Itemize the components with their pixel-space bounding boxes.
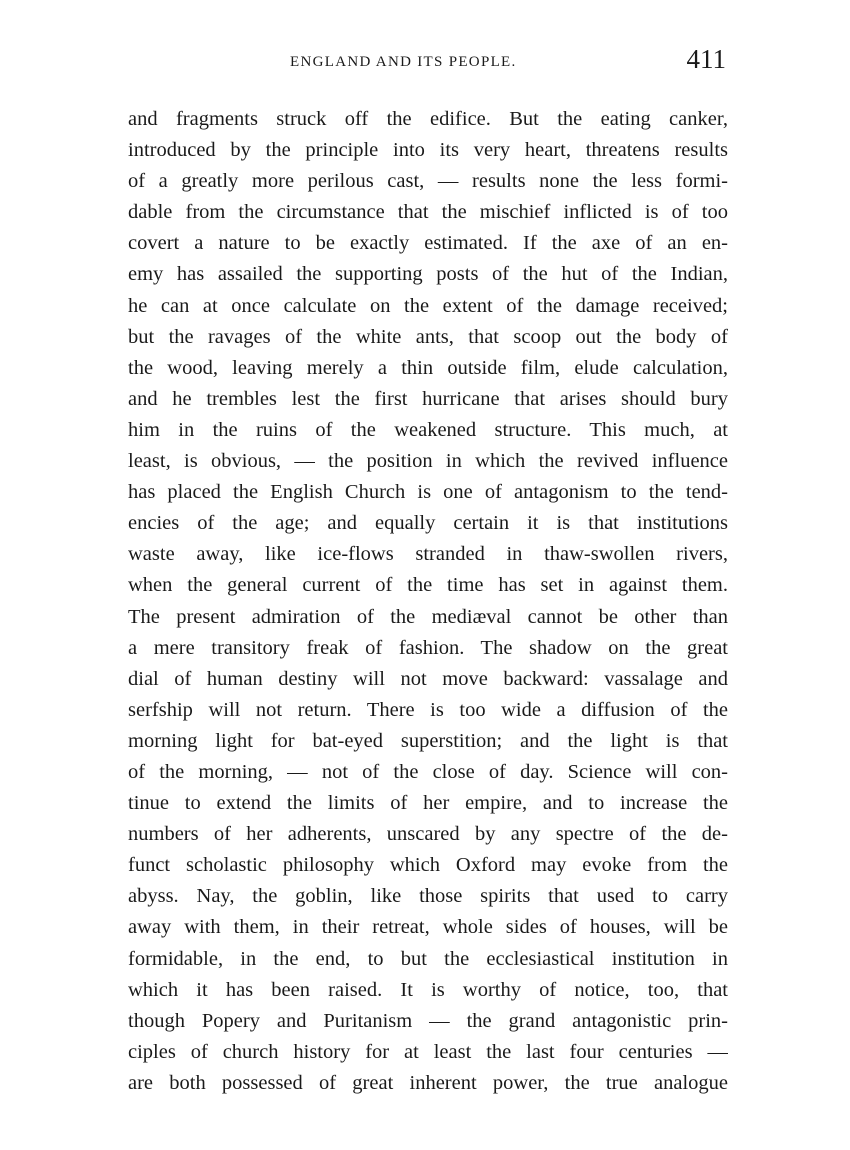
text-line: numbers of her adherents, unscared by any spectre of the de- <box>128 823 728 846</box>
text-line: a mere transitory freak of fashion. The shadow on the great <box>128 636 728 659</box>
text-line: though Popery and Puritanism — the grand antagonistic prin- <box>128 1009 728 1032</box>
text-line: covert a nature to be exactly estimated. If the axe of an en- <box>128 232 728 255</box>
text-line: the wood, leaving merely a thin outside film, elude calculation, <box>128 356 728 379</box>
text-line: he can at once calculate on the extent of the damage received; <box>128 294 728 317</box>
text-line: him in the ruins of the weakened structure. This much, at <box>128 418 728 441</box>
text-line: and fragments struck off the edifice. But the eating canker, <box>128 108 728 130</box>
text-line: emy has assailed the supporting posts of the hut of the Indian, <box>128 263 728 286</box>
text-line: formidable, in the end, to but the ecclesiastical institution in <box>128 947 728 970</box>
text-line: introduced by the principle into its very heart, threatens results <box>128 139 728 162</box>
text-line: waste away, like ice-flows stranded in thaw-swollen rivers, <box>128 543 728 566</box>
running-title: ENGLAND AND ITS PEOPLE. <box>290 54 517 70</box>
text-line: dial of human destiny will not move backward: vassalage and <box>128 667 728 690</box>
text-line: morning light for bat-eyed superstition; and the light is that <box>128 729 728 752</box>
text-line: funct scholastic philosophy which Oxford may evoke from the <box>128 854 728 877</box>
text-line: which it has been raised. It is worthy of notice, too, that <box>128 978 728 1001</box>
text-line: encies of the age; and equally certain it is that institutions <box>128 512 728 535</box>
running-head <box>128 44 728 80</box>
text-line: and he trembles lest the first hurricane that arises should bury <box>128 387 728 410</box>
text-line: abyss. Nay, the goblin, like those spirits that used to carry <box>128 885 728 908</box>
text-line: are both possessed of great inherent power, the true analogue <box>128 1071 728 1094</box>
text-line: least, is obvious, — the position in which the revived influence <box>128 450 728 473</box>
text-line: when the general current of the time has set in against them. <box>128 574 728 597</box>
body-text <box>128 104 728 1099</box>
text-line: The present admiration of the mediæval cannot be other than <box>128 605 728 628</box>
text-line: serfship will not return. There is too wide a diffusion of the <box>128 698 728 721</box>
text-line: tinue to extend the limits of her empire, and to increase the <box>128 792 728 815</box>
text-line: ciples of church history for at least the last four centuries — <box>128 1040 728 1063</box>
text-line: of the morning, — not of the close of day. Science will con- <box>128 760 728 783</box>
page-number: 411 <box>686 44 726 74</box>
text-line: dable from the circumstance that the mischief inflicted is of too <box>128 201 728 224</box>
text-line: away with them, in their retreat, whole sides of houses, will be <box>128 916 728 939</box>
text-line: of a greatly more perilous cast, — results none the less formi- <box>128 170 728 193</box>
text-line: but the ravages of the white ants, that scoop out the body of <box>128 325 728 348</box>
text-line: has placed the English Church is one of antagonism to the tend- <box>128 481 728 504</box>
